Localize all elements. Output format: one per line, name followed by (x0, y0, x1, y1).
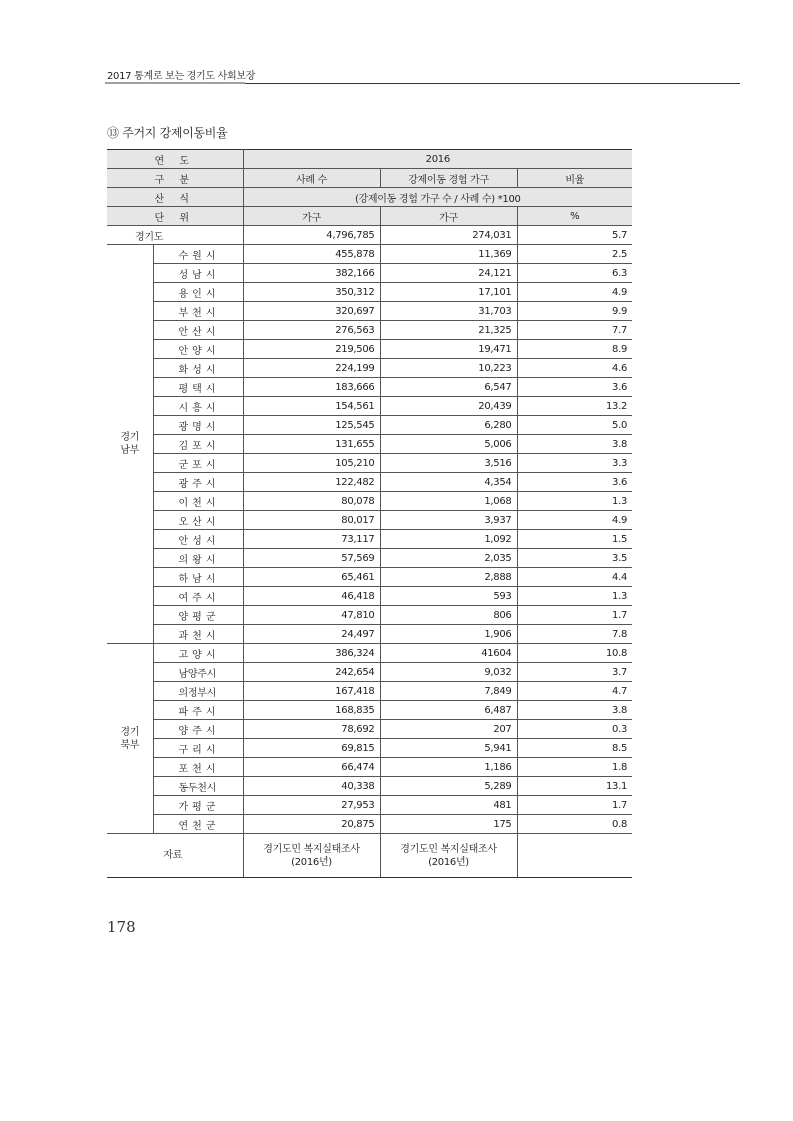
city-name: 시흥시 (153, 397, 243, 416)
ratio-cell: 5.0 (517, 416, 632, 435)
households-cell: 78,692 (243, 720, 380, 739)
ratio-cell: 4.6 (517, 359, 632, 378)
table-row (107, 283, 632, 302)
households-cell: 167,418 (243, 682, 380, 701)
ratio-cell: 7.7 (517, 321, 632, 340)
source-row (107, 834, 632, 878)
total-row (107, 226, 632, 245)
city-name: 양주시 (153, 720, 243, 739)
households-cell: 66,474 (243, 758, 380, 777)
ratio-cell: 1.7 (517, 796, 632, 815)
ratio-cell: 3.3 (517, 454, 632, 473)
unit-label: 단 위 (107, 207, 243, 226)
table-row (107, 796, 632, 815)
city-name: 부천시 (153, 302, 243, 321)
ratio-cell: 9.9 (517, 302, 632, 321)
header-accent-bar (105, 82, 245, 84)
table-row (107, 302, 632, 321)
households-cell: 57,569 (243, 549, 380, 568)
ratio-cell: 13.1 (517, 777, 632, 796)
table-row (107, 340, 632, 359)
households-cell: 47,810 (243, 606, 380, 625)
households-cell: 320,697 (243, 302, 380, 321)
formula-row (107, 188, 632, 207)
households-cell: 219,506 (243, 340, 380, 359)
city-name: 가평군 (153, 796, 243, 815)
table-row (107, 378, 632, 397)
forced-cell: 7,849 (380, 682, 517, 701)
year-label: 연 도 (107, 150, 243, 169)
ratio-cell: 3.8 (517, 435, 632, 454)
year-value: 2016 (243, 150, 632, 169)
households-cell: 276,563 (243, 321, 380, 340)
forced-cell: 20,439 (380, 397, 517, 416)
table-row (107, 777, 632, 796)
city-name: 수원시 (153, 245, 243, 264)
table-row (107, 264, 632, 283)
total-label: 경기도 (107, 226, 243, 245)
forced-cell: 2,035 (380, 549, 517, 568)
region-name: 경기 남부 (120, 432, 140, 456)
table-row (107, 359, 632, 378)
unit-row (107, 207, 632, 226)
city-name: 성남시 (153, 264, 243, 283)
ratio-cell: 8.9 (517, 340, 632, 359)
forced-cell: 1,068 (380, 492, 517, 511)
households-cell: 20,875 (243, 815, 380, 834)
ratio-cell: 13.2 (517, 397, 632, 416)
forced-cell: 31,703 (380, 302, 517, 321)
table-row (107, 321, 632, 340)
ratio-cell: 8.5 (517, 739, 632, 758)
ratio-cell: 1.3 (517, 492, 632, 511)
city-name: 양평군 (153, 606, 243, 625)
forced-cell: 2,888 (380, 568, 517, 587)
city-name: 하남시 (153, 568, 243, 587)
table-row (107, 701, 632, 720)
ratio-cell: 1.7 (517, 606, 632, 625)
source-households: 경기도민 복지실태조사 (2016년) (243, 834, 380, 878)
forced-cell: 9,032 (380, 663, 517, 682)
city-name: 남양주시 (153, 663, 243, 682)
total-forced: 274,031 (380, 226, 517, 245)
ratio-cell: 2.5 (517, 245, 632, 264)
city-name: 과천시 (153, 625, 243, 644)
total-households: 4,796,785 (243, 226, 380, 245)
city-name: 오산시 (153, 511, 243, 530)
households-cell: 350,312 (243, 283, 380, 302)
source-forced: 경기도민 복지실태조사 (2016년) (380, 834, 517, 878)
households-cell: 69,815 (243, 739, 380, 758)
unit-households: 가구 (243, 207, 380, 226)
formula-label: 산 식 (107, 188, 243, 207)
households-cell: 40,338 (243, 777, 380, 796)
ratio-cell: 1.3 (517, 587, 632, 606)
total-ratio: 5.7 (517, 226, 632, 245)
col-header-ratio: 비율 (517, 169, 632, 188)
table-row (107, 587, 632, 606)
forced-cell: 4,354 (380, 473, 517, 492)
table-row (107, 245, 632, 264)
forced-cell: 6,280 (380, 416, 517, 435)
households-cell: 80,017 (243, 511, 380, 530)
ratio-cell: 1.5 (517, 530, 632, 549)
table-row (107, 663, 632, 682)
forced-cell: 5,941 (380, 739, 517, 758)
city-name: 포천시 (153, 758, 243, 777)
ratio-cell: 0.8 (517, 815, 632, 834)
table-row (107, 758, 632, 777)
forced-cell: 175 (380, 815, 517, 834)
table-row (107, 739, 632, 758)
city-name: 화성시 (153, 359, 243, 378)
forced-cell: 3,516 (380, 454, 517, 473)
table-row (107, 473, 632, 492)
ratio-cell: 7.8 (517, 625, 632, 644)
ratio-cell: 10.8 (517, 644, 632, 663)
col-header-forced: 강제이동 경험 가구 (380, 169, 517, 188)
ratio-cell: 4.7 (517, 682, 632, 701)
households-cell: 131,655 (243, 435, 380, 454)
households-cell: 73,117 (243, 530, 380, 549)
city-name: 동두천시 (153, 777, 243, 796)
ratio-cell: 6.3 (517, 264, 632, 283)
forced-cell: 593 (380, 587, 517, 606)
city-name: 안성시 (153, 530, 243, 549)
households-cell: 382,166 (243, 264, 380, 283)
forced-cell: 6,487 (380, 701, 517, 720)
region-name: 경기 북부 (120, 726, 140, 751)
households-cell: 168,835 (243, 701, 380, 720)
households-cell: 46,418 (243, 587, 380, 606)
forced-cell: 5,006 (380, 435, 517, 454)
ratio-cell: 4.9 (517, 283, 632, 302)
forced-cell: 6,547 (380, 378, 517, 397)
table-row (107, 530, 632, 549)
city-name: 광명시 (153, 416, 243, 435)
table-row (107, 549, 632, 568)
households-cell: 105,210 (243, 454, 380, 473)
city-name: 여주시 (153, 587, 243, 606)
ratio-cell: 3.8 (517, 701, 632, 720)
table-row (107, 454, 632, 473)
households-cell: 455,878 (243, 245, 380, 264)
forced-cell: 1,906 (380, 625, 517, 644)
households-cell: 122,482 (243, 473, 380, 492)
city-name: 의정부시 (153, 682, 243, 701)
formula-value: (강제이동 경험 가구 수 / 사례 수) *100 (243, 188, 632, 207)
header-rule (245, 83, 740, 84)
city-name: 군포시 (153, 454, 243, 473)
unit-ratio: % (517, 207, 632, 226)
ratio-cell: 0.3 (517, 720, 632, 739)
forced-cell: 3,937 (380, 511, 517, 530)
forced-cell: 5,289 (380, 777, 517, 796)
forced-cell: 24,121 (380, 264, 517, 283)
forced-cell: 806 (380, 606, 517, 625)
forced-cell: 1,092 (380, 530, 517, 549)
category-row (107, 169, 632, 188)
households-cell: 125,545 (243, 416, 380, 435)
ratio-cell: 1.8 (517, 758, 632, 777)
households-cell: 27,953 (243, 796, 380, 815)
forced-relocation-table (107, 149, 632, 878)
city-name: 이천시 (153, 492, 243, 511)
section-title: ⑬ 주거지 강제이동비율 (107, 126, 228, 140)
households-cell: 80,078 (243, 492, 380, 511)
table-row (107, 397, 632, 416)
forced-cell: 41604 (380, 644, 517, 663)
table-row (107, 492, 632, 511)
ratio-cell: 4.4 (517, 568, 632, 587)
year-row (107, 150, 632, 169)
forced-cell: 17,101 (380, 283, 517, 302)
table-row (107, 625, 632, 644)
city-name: 고양시 (153, 644, 243, 663)
city-name: 안양시 (153, 340, 243, 359)
households-cell: 224,199 (243, 359, 380, 378)
table-row (107, 416, 632, 435)
table-row (107, 815, 632, 834)
source-ratio (517, 834, 632, 878)
ratio-cell: 4.9 (517, 511, 632, 530)
table-row (107, 682, 632, 701)
city-name: 파주시 (153, 701, 243, 720)
forced-cell: 21,325 (380, 321, 517, 340)
households-cell: 154,561 (243, 397, 380, 416)
households-cell: 65,461 (243, 568, 380, 587)
forced-cell: 1,186 (380, 758, 517, 777)
forced-cell: 19,471 (380, 340, 517, 359)
ratio-cell: 3.5 (517, 549, 632, 568)
city-name: 평택시 (153, 378, 243, 397)
page-number: 178 (107, 918, 136, 936)
region-label-south (107, 245, 153, 644)
city-name: 안산시 (153, 321, 243, 340)
ratio-cell: 3.7 (517, 663, 632, 682)
households-cell: 24,497 (243, 625, 380, 644)
ratio-cell: 3.6 (517, 378, 632, 397)
households-cell: 183,666 (243, 378, 380, 397)
households-cell: 386,324 (243, 644, 380, 663)
households-cell: 242,654 (243, 663, 380, 682)
category-label: 구 분 (107, 169, 243, 188)
running-header: 2017 통계로 보는 경기도 사회보장 (107, 71, 256, 82)
col-header-households: 사례 수 (243, 169, 380, 188)
source-label: 자료 (107, 834, 243, 878)
forced-cell: 11,369 (380, 245, 517, 264)
region-label-north (107, 644, 153, 834)
ratio-cell: 3.6 (517, 473, 632, 492)
forced-cell: 207 (380, 720, 517, 739)
forced-cell: 481 (380, 796, 517, 815)
table-row (107, 568, 632, 587)
city-name: 의왕시 (153, 549, 243, 568)
city-name: 연천군 (153, 815, 243, 834)
table-row (107, 511, 632, 530)
forced-cell: 10,223 (380, 359, 517, 378)
city-name: 김포시 (153, 435, 243, 454)
city-name: 광주시 (153, 473, 243, 492)
table-row (107, 720, 632, 739)
table-row (107, 435, 632, 454)
unit-forced: 가구 (380, 207, 517, 226)
city-name: 구리시 (153, 739, 243, 758)
table-row (107, 606, 632, 625)
table-row (107, 644, 632, 663)
city-name: 용인시 (153, 283, 243, 302)
